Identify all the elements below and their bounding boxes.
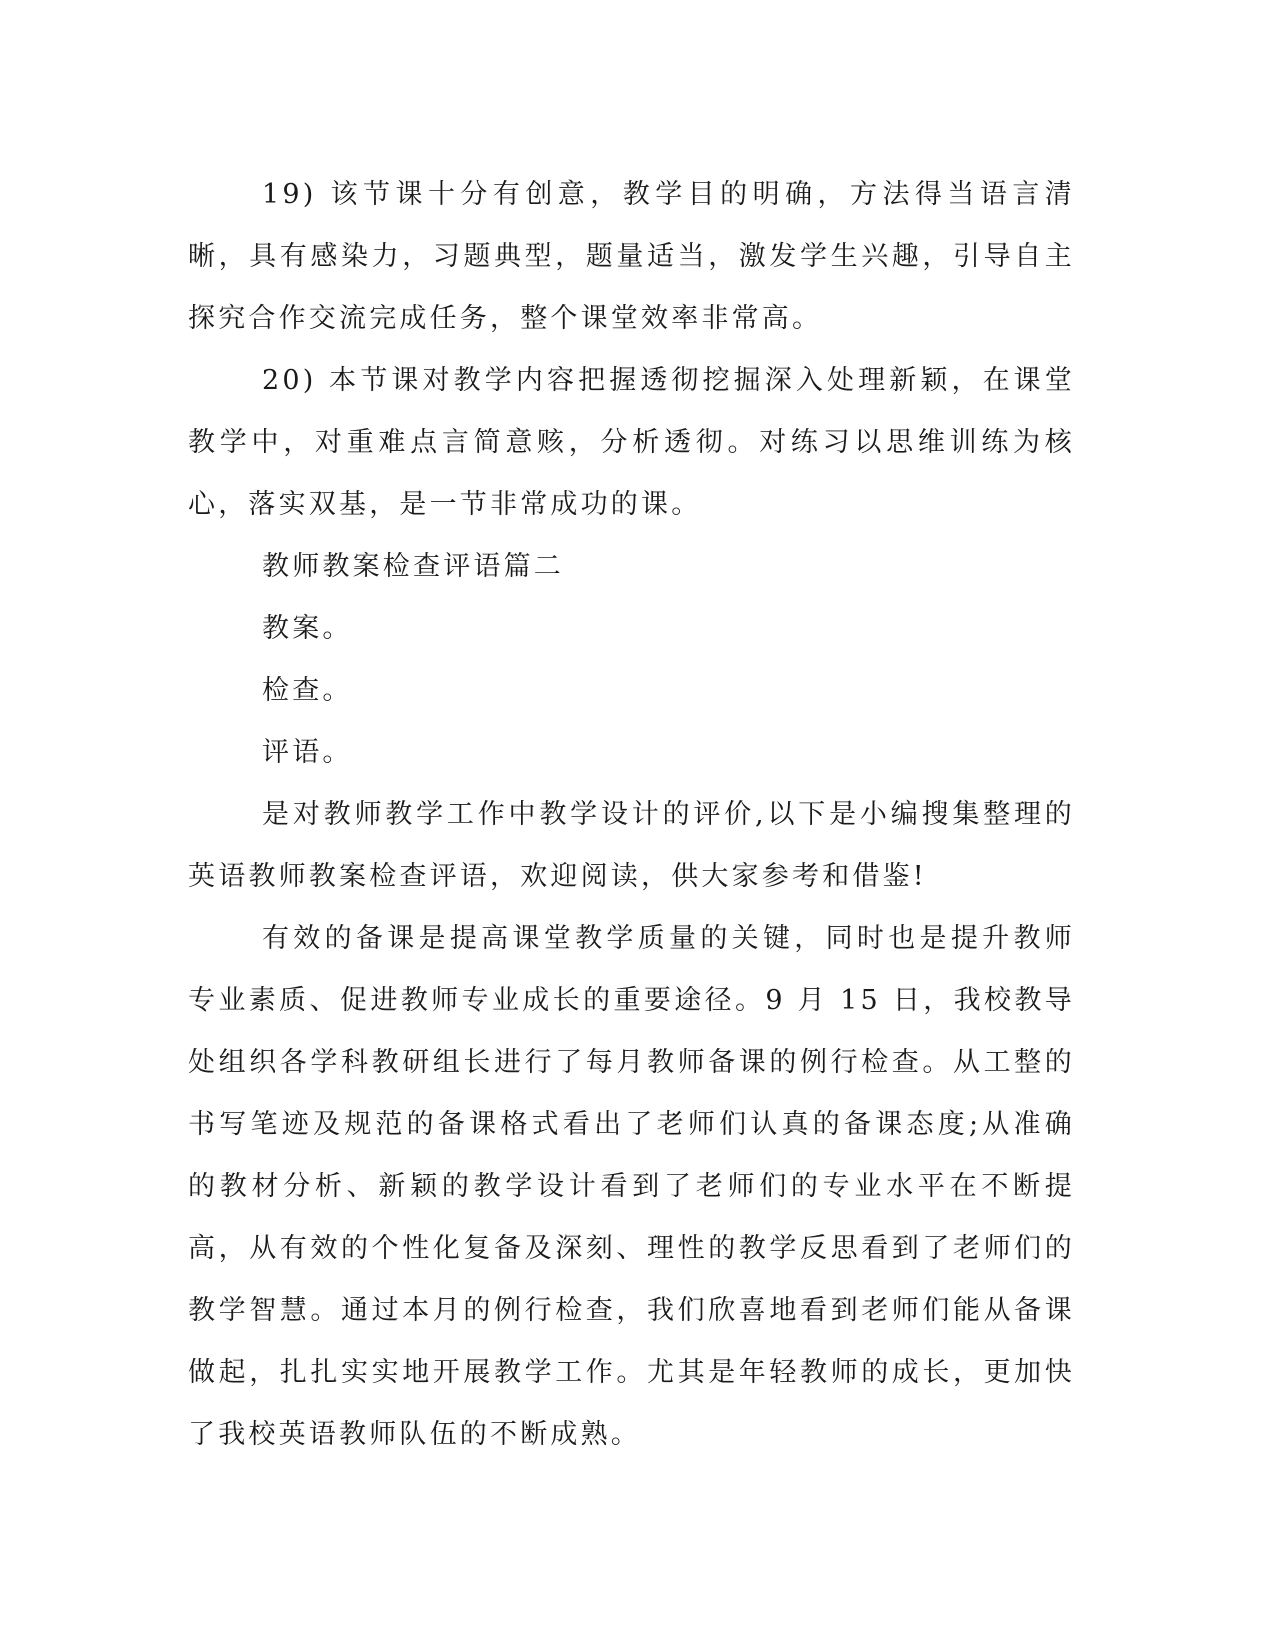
paragraph-inspection-report: 有效的备课是提高课堂教学质量的关键，同时也是提升教师专业素质、促进教师专业成长的重要途径。9 月 15 日，我校教导处组织各学科教研组长进行了每月教师备课的例行检查。从工整的书写笔迹及规范的备课格式看出了老师们认真的备课态度;从准确的教材分析、新颖的教学设计看到了老师们的专业水平在不断提高，从有效的个性化复备及深刻、理性的教学反思看到了老师们的教学智慧。通过本月的例行检查，我们欣喜地看到老师们能从备课做起，扎扎实实地开展教学工作。尤其是年轻教师的成长，更加快了我校英语教师队伍的不断成熟。 — [188, 923, 1075, 1450]
section-heading: 教师教案检查评语篇二 — [262, 551, 564, 582]
keyword-comments: 评语。 — [262, 737, 353, 768]
keyword-lesson-plan: 教案。 — [262, 613, 353, 644]
paragraph-intro: 是对教师教学工作中教学设计的评价,以下是小编搜集整理的英语教师教案检查评语，欢迎阅读，供大家参考和借鉴! — [188, 799, 1075, 892]
paragraph-comment-19: 19) 该节课十分有创意，教学目的明确，方法得当语言清晰，具有感染力，习题典型，题量适当，激发学生兴趣，引导自主探究合作交流完成任务，整个课堂效率非常高。 — [188, 179, 1075, 334]
keyword-inspection: 检查。 — [262, 675, 353, 706]
paragraph-comment-20: 20) 本节课对教学内容把握透彻挖掘深入处理新颖，在课堂教学中，对重难点言简意赅，分析透彻。对练习以思维训练为核心，落实双基，是一节非常成功的课。 — [188, 365, 1075, 520]
document-body — [188, 164, 1075, 1466]
